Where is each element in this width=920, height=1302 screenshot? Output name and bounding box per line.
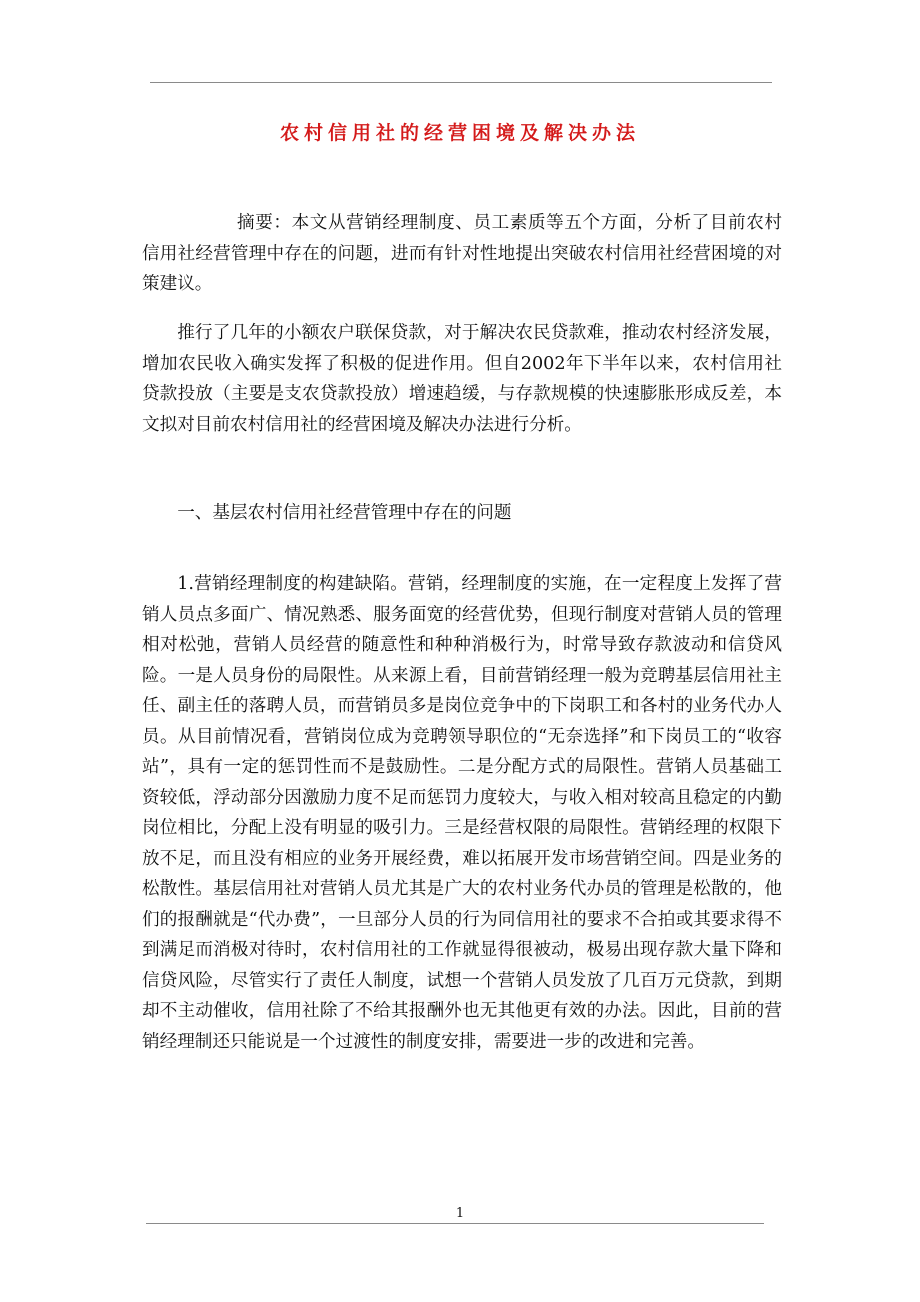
section-heading: 一、基层农村信用社经营管理中存在的问题: [177, 503, 512, 523]
abstract-paragraph: 摘要：本文从营销经理制度、员工素质等五个方面，分析了目前农村信用社经营管理中存在的问题，进而有针对性地提出突破农村信用社经营困境的对策建议。: [142, 213, 782, 294]
page-number: 1: [455, 1206, 465, 1221]
body-paragraph: 1.营销经理制度的构建缺陷。营销，经理制度的实施，在一定程度上发挥了营销人员点多面广、情况熟悉、服务面宽的经营优势，但现行制度对营销人员的管理相对松弛，营销人员经营的随意性和种种消极行为，时常导致存款波动和信贷风险。一是人员身份的局限性。从来源上看，目前营销经理一般为竞聘基层信用社主任、副主任的落聘人员，而营销员多是岗位竞争中的下岗职工和各村的业务代办人员。从目前情况看，营销岗位成为竞聘领导职位的“无奈选择”和下岗员工的“收容站”，具有一定的惩罚性而不是鼓励性。二是分配方式的局限性。营销人员基础工资较低，浮动部分因激励力度不足而惩罚力度较大，与收入相对较高且稳定的内勤岗位相比，分配上没有明显的吸引力。三是经营权限的局限性。营销经理的权限下放不足，而且没有相应的业务开展经费，难以拓展开发市场营销空间。四是业务的松散性。基层信用社对营销人员尤其是广大的农村业务代办员的管理是松散的，他们的报酬就是“代办费”，一旦部分人员的行为同信用社的要求不合拍或其要求得不到满足而消极对待时，农村信用社的工作就显得很被动，极易出现存款大量下降和信贷风险，尽管实行了责任人制度，试想一个营销人员发放了几百万元贷款，到期却不主动催收，信用社除了不给其报酬外也无其他更有效的办法。因此，目前的营销经理制还只能说是一个过渡性的制度安排，需要进一步的改进和完善。: [142, 574, 782, 1052]
document-title: 农村信用社的经营困境及解决办法: [279, 122, 640, 144]
header-rule: [150, 82, 772, 83]
intro-paragraph: 推行了几年的小额农户联保贷款，对于解决农民贷款难，推动农村经济发展，增加农民收入确实发挥了积极的促进作用。但自2002年下半年以来，农村信用社贷款投放（主要是支农贷款投放）增速趋缓，与存款规模的快速膨胀形成反差，本文拟对目前农村信用社的经营困境及解决办法进行分析。: [142, 323, 782, 435]
footer-rule: [146, 1223, 764, 1224]
